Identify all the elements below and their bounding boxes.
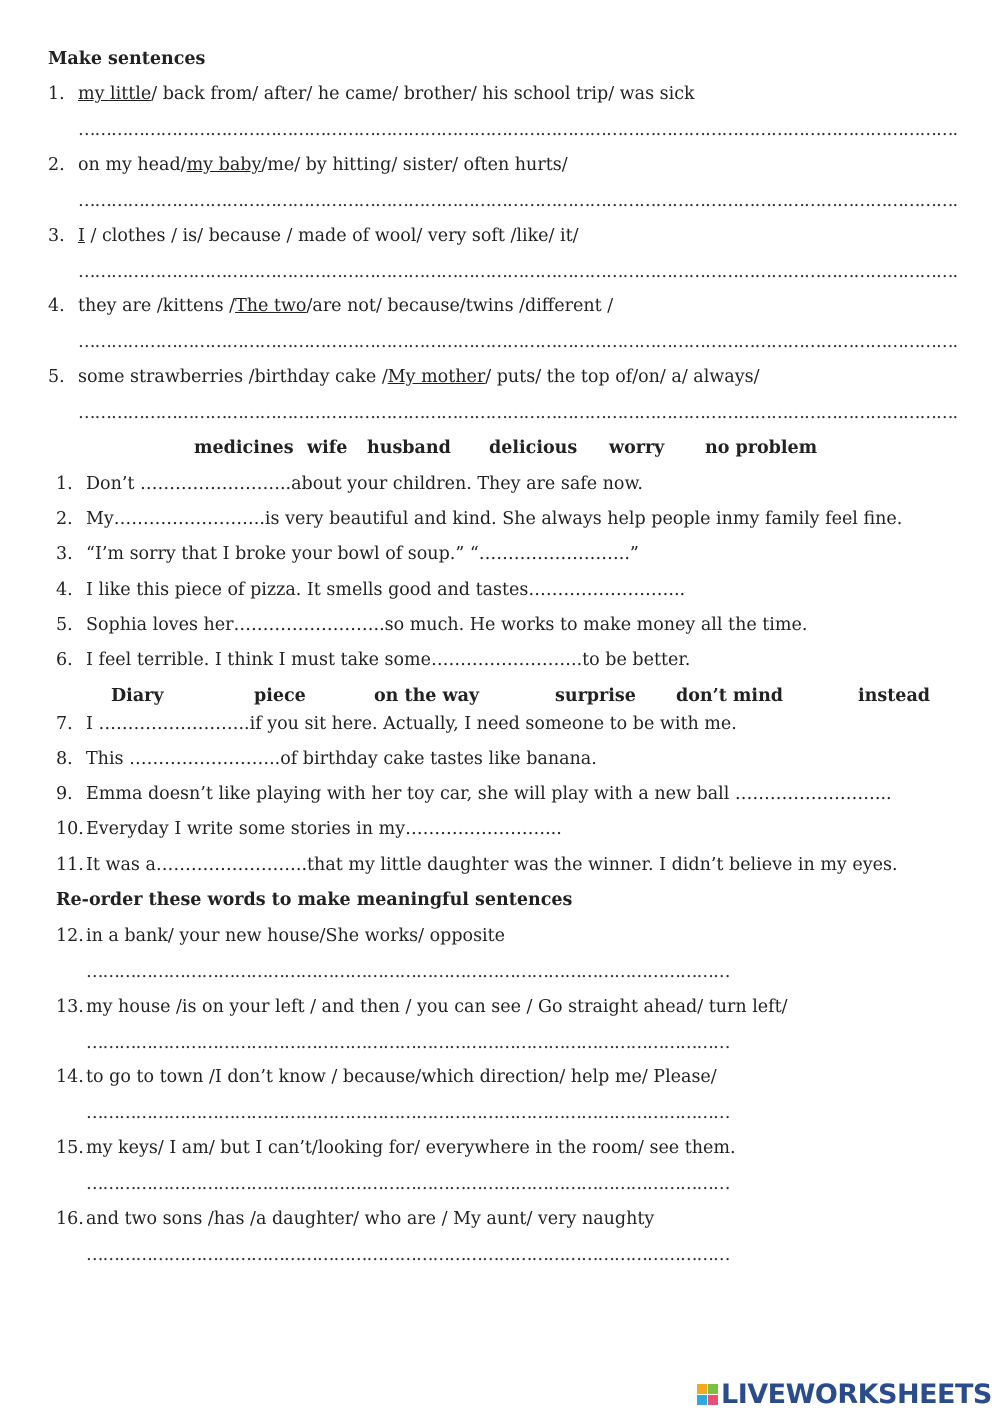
answer-line[interactable]: …………………………………………………………………………………………………………………………………………….	[78, 120, 958, 140]
underlined-start-word: The two	[235, 296, 307, 316]
answer-line[interactable]: ………………………………………………………………………………………………………	[86, 1103, 730, 1123]
word-bank-item: husband	[367, 438, 451, 458]
question-number: 7.	[56, 714, 73, 734]
answer-line[interactable]: …………………………………………………………………………………………………………………………………………….	[78, 332, 958, 352]
fill-in-sentence[interactable]: Sophia loves her……………………..so much. He works to make money all the time.	[86, 615, 808, 635]
answer-line[interactable]: …………………………………………………………………………………………………………………………………………….	[78, 191, 958, 211]
question-text-part: /are not/ because/twins /different /	[306, 296, 614, 316]
answer-line[interactable]: ………………………………………………………………………………………………………	[86, 1245, 730, 1265]
question-number: 5.	[48, 367, 65, 387]
question-number: 14.	[56, 1067, 84, 1087]
word-bank-item: delicious	[489, 438, 578, 458]
word-bank-item: no problem	[705, 438, 818, 458]
logo-square	[697, 1395, 707, 1405]
underlined-start-word: my baby	[186, 155, 262, 175]
question-number: 8.	[56, 749, 73, 769]
liveworksheets-logo	[697, 1378, 992, 1410]
word-bank-item: on the way	[374, 686, 480, 706]
question-number: 11.	[56, 855, 84, 875]
answer-line[interactable]: …………………………………………………………………………………………………………………………………………….	[78, 262, 958, 282]
question-text	[78, 84, 695, 104]
answer-line[interactable]: ………………………………………………………………………………………………………	[86, 1174, 730, 1194]
word-bank-item: worry	[609, 438, 665, 458]
word-bank-item: instead	[858, 686, 931, 706]
question-number: 10.	[56, 819, 84, 839]
question-number: 4.	[48, 296, 65, 316]
question-number: 6.	[56, 650, 73, 670]
answer-line[interactable]: ………………………………………………………………………………………………………	[86, 1033, 730, 1053]
fill-in-sentence[interactable]: This ……………………..of birthday cake tastes like banana.	[86, 749, 597, 769]
fill-in-sentence[interactable]: Everyday I write some stories in my……………………...	[86, 819, 562, 839]
answer-line[interactable]: …………………………………………………………………………………………………………………………………………….	[78, 403, 958, 423]
question-text-part: / puts/ the top of/on/ a/ always/	[485, 367, 760, 387]
fill-in-sentence[interactable]: “I’m sorry that I broke your bowl of soup.” “……………………..”	[86, 544, 639, 564]
fill-in-sentence[interactable]: My……………………..is very beautiful and kind. She always help people inmy family feel fine.	[86, 509, 903, 529]
question-text: to go to town /I don’t know / because/which direction/ help me/ Please/	[86, 1067, 717, 1087]
underlined-start-word: My mother	[387, 367, 486, 387]
word-bank-item: Diary	[111, 686, 164, 706]
question-number: 4.	[56, 580, 73, 600]
fill-in-sentence[interactable]: I ……………………..if you sit here. Actually, I need someone to be with me.	[86, 714, 737, 734]
answer-line[interactable]: ………………………………………………………………………………………………………	[86, 962, 730, 982]
question-text	[78, 155, 568, 175]
question-number: 1.	[48, 84, 65, 104]
word-bank-item: medicines	[194, 438, 294, 458]
underlined-start-word: my little	[78, 84, 152, 104]
question-number: 3.	[48, 226, 65, 246]
question-text-part: / clothes / is/ because / made of wool/ very soft /like/ it/	[84, 226, 579, 246]
question-number: 13.	[56, 997, 84, 1017]
question-text-part: some strawberries /birthday cake /	[78, 367, 388, 387]
question-text	[78, 296, 613, 316]
logo-icon	[697, 1384, 718, 1405]
question-number: 3.	[56, 544, 73, 564]
fill-in-sentence[interactable]: I like this piece of pizza. It smells good and tastes……………………...	[86, 580, 686, 600]
question-number: 9.	[56, 784, 73, 804]
question-number: 16.	[56, 1209, 84, 1229]
question-text: in a bank/ your new house/She works/ opposite	[86, 926, 506, 946]
logo-square	[697, 1384, 707, 1394]
question-number: 15.	[56, 1138, 84, 1158]
fill-in-sentence[interactable]: It was a……………………..that my little daughter was the winner. I didn’t believe in my eyes.	[86, 855, 898, 875]
word-bank-item: surprise	[555, 686, 636, 706]
fill-in-sentence[interactable]: Don’t ……………………..about your children. They are safe now.	[86, 474, 643, 494]
fill-in-sentence[interactable]: Emma doesn’t like playing with her toy car, she will play with a new ball ……………………...	[86, 784, 892, 804]
section-title-make-sentences: Make sentences	[48, 49, 206, 69]
question-number: 2.	[48, 155, 65, 175]
word-bank-item: don’t mind	[676, 686, 784, 706]
question-text-part: they are /kittens /	[78, 296, 236, 316]
question-text	[78, 367, 759, 387]
underlined-start-word: I	[78, 226, 85, 246]
logo-square	[708, 1384, 718, 1394]
question-text: my house /is on your left / and then / you can see / Go straight ahead/ turn left/	[86, 997, 788, 1017]
logo-brand-text: LIVEWORKSHEETS	[721, 1378, 992, 1410]
question-text-part: /me/ by hitting/ sister/ often hurts/	[261, 155, 568, 175]
logo-square	[708, 1395, 718, 1405]
question-text-part: on my head/	[78, 155, 187, 175]
word-bank-item: wife	[307, 438, 348, 458]
question-text: and two sons /has /a daughter/ who are / My aunt/ very naughty	[86, 1209, 655, 1229]
question-text-part: / back from/ after/ he came/ brother/ his school trip/ was sick	[151, 84, 695, 104]
question-text: my keys/ I am/ but I can’t/looking for/ everywhere in the room/ see them.	[86, 1138, 736, 1158]
question-number: 12.	[56, 926, 84, 946]
question-number: 1.	[56, 474, 73, 494]
word-bank-item: piece	[254, 686, 306, 706]
section-title-reorder: Re-order these words to make meaningful sentences	[56, 890, 573, 910]
question-text	[78, 226, 579, 246]
question-number: 2.	[56, 509, 73, 529]
question-number: 5.	[56, 615, 73, 635]
fill-in-sentence[interactable]: I feel terrible. I think I must take some……………………..to be better.	[86, 650, 691, 670]
